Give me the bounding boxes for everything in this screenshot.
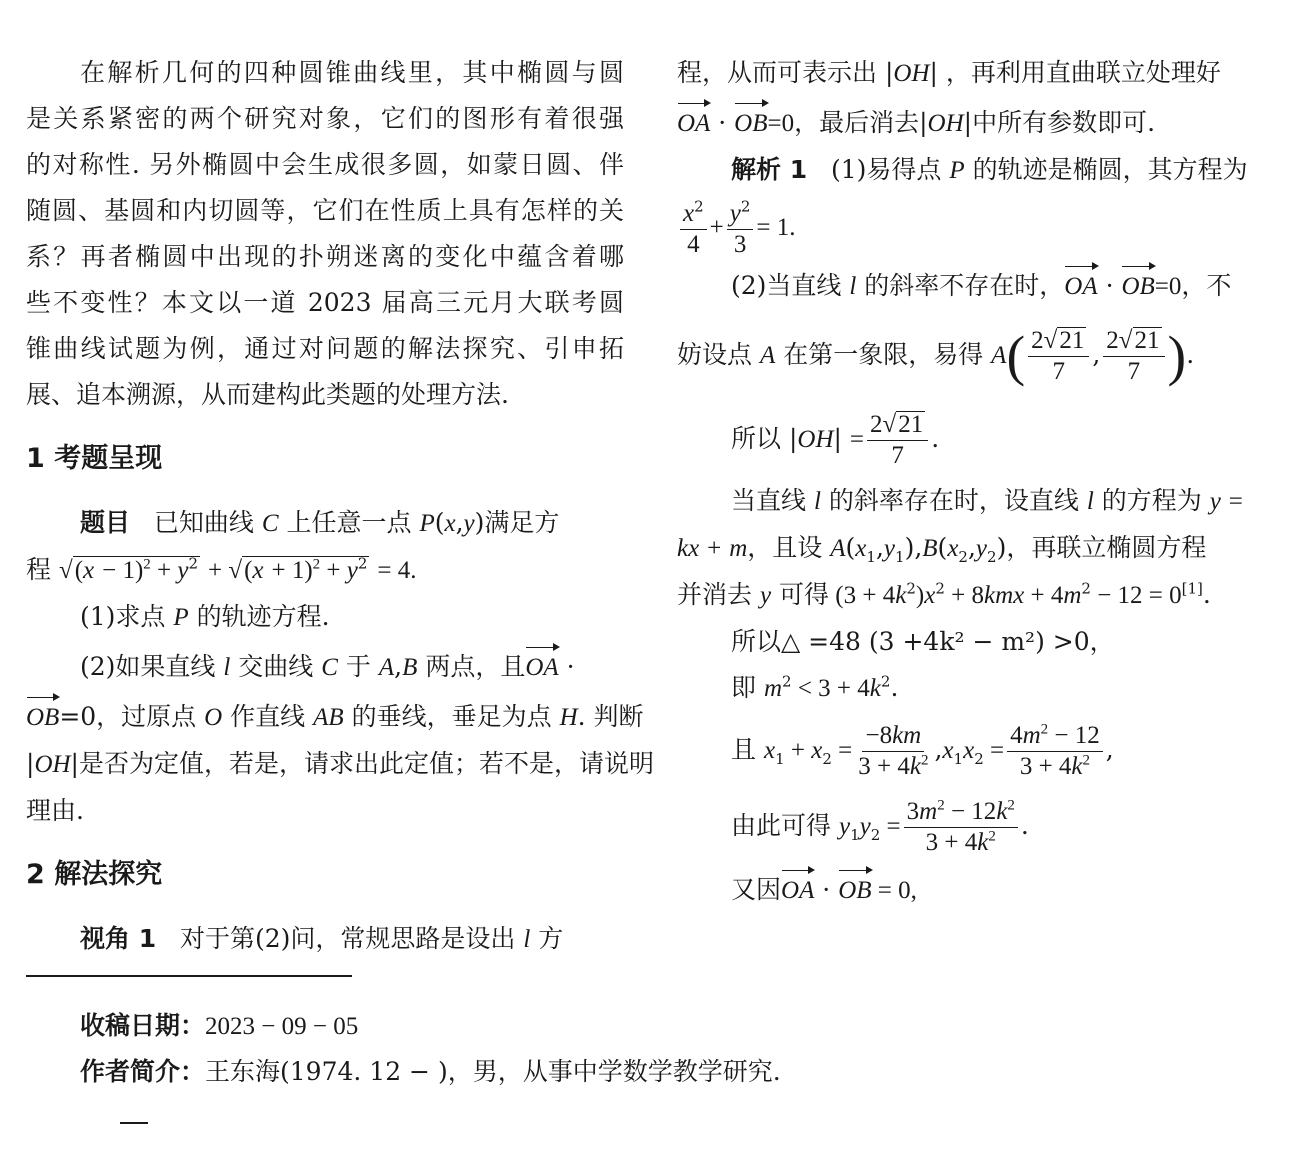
intro-line: 在解析几何的四种圆锥曲线里，其中椭圆与圆 (80, 58, 624, 87)
intro-line: 系？再者椭圆中出现的扑朔迷离的变化中蕴含着哪 (26, 242, 624, 271)
problem-line: 题目 已知曲线 C 上任意一点 P(x,y)满足方 (80, 508, 560, 537)
problem-line: 理由. (26, 796, 84, 825)
delta-line: 所以△ =48 (3 +4k² − m²) >0， (731, 627, 1115, 656)
intro-line: 些不变性？本文以一道 2023 届高三元月大联考圆 (26, 288, 624, 317)
text-line: 程，从而可表示出 |OH| ，再利用直曲联立处理好 (677, 58, 1221, 87)
footnote-rule (26, 975, 352, 977)
view-line: 视角 1 对于第(2)问，常规思路是设出 l 方 (80, 924, 564, 953)
problem-equation: 程 $√(x - 1)^2 + y^2 + √(x + 1)^2 + y^2 = 4$. (26, 554, 417, 584)
page-dash (120, 1122, 148, 1124)
problem-line: |OH|是否为定值，若是，请求出此定值；若不是，请说明 (26, 749, 654, 778)
analysis-line: 解析 1 (1)易得点 P 的轨迹是椭圆，其方程为 (731, 155, 1248, 184)
question-1: (1)求点 P 的轨迹方程. (80, 602, 330, 631)
y1y2-line: 由此可得 $y_1y_2$ = $\frac{3m^2 - 12k^2}{3 + 4k^2}$ . (731, 797, 1029, 856)
intro-line: 的对称性. 另外椭圆中会生成很多圆，如蒙日圆、伴 (26, 150, 624, 179)
received-date: 收稿日期：2023 − 09 − 05 (80, 1011, 359, 1040)
question-2: (2)如果直线 l 交曲线 C 于 A,B 两点，且OA · (26, 641, 624, 691)
point-a-line: 妨设点 A 在第一象限，易得 A( $\frac{2√21}{7}$ , $\frac{2√21}{7}$ ). (677, 325, 1195, 388)
dot-product-line: 又因OA · OB = 0, (677, 864, 1275, 914)
oh-value: 所以 |OH| = $\frac{2√21}{7}$ . (731, 411, 940, 469)
analysis-line: 并消去 y 可得 $(3 + 4k^2)x^2 + 8kmx + 4m^2 - 12 = 0[1]$. (677, 579, 1211, 609)
ellipse-equation: $\frac{x^2}{4}$ + $\frac{y^2}{3}$ = 1. (677, 194, 1275, 260)
vieta-line: 且 $x_1 + x_2$ = $\frac{-8km}{3 + 4k^2}$ $,x_1x_2$ = $\frac{4m^2 - 12}{3 + 4k^2}$ , (731, 721, 1114, 780)
intro-line: 锥曲线试题为例，通过对问题的解法探究、引申拓 (26, 334, 624, 363)
intro-line: 是关系紧密的两个研究对象，它们的图形有着很强 (26, 104, 624, 133)
text-line: OA · OB=0，最后消去|OH|中所有参数即可. (677, 97, 1275, 147)
author-bio: 作者简介：王东海(1974. 12 − )，男，从事中学数学教学研究. (80, 1057, 781, 1086)
section-heading-1: 1 考题呈现 (26, 443, 163, 474)
analysis-line: kx + m，且设 $A(x_1,y_1),B(x_2,y_2)$，再联立椭圆方程 (677, 533, 1207, 566)
ineq-line: 即 $m^2 < 3 + 4k^2$. (731, 672, 899, 702)
problem-line: OB=0，过原点 O 作直线 AB 的垂线，垂足为点 H. 判断 (26, 691, 624, 741)
intro-line: 展、追本溯源，从而建构此类题的处理方法. (26, 380, 509, 409)
section-heading-2: 2 解法探究 (26, 859, 163, 890)
intro-line: 随圆、基圆和内切圆等，它们在性质上具有怎样的关 (26, 196, 624, 225)
right-column (677, 50, 1275, 914)
left-column (26, 50, 654, 963)
analysis-line: 当直线 l 的斜率存在时，设直线 l 的方程为 y = (731, 486, 1243, 515)
analysis-line: (2)当直线 l 的斜率不存在时，OA · OB=0，不 (677, 260, 1275, 310)
